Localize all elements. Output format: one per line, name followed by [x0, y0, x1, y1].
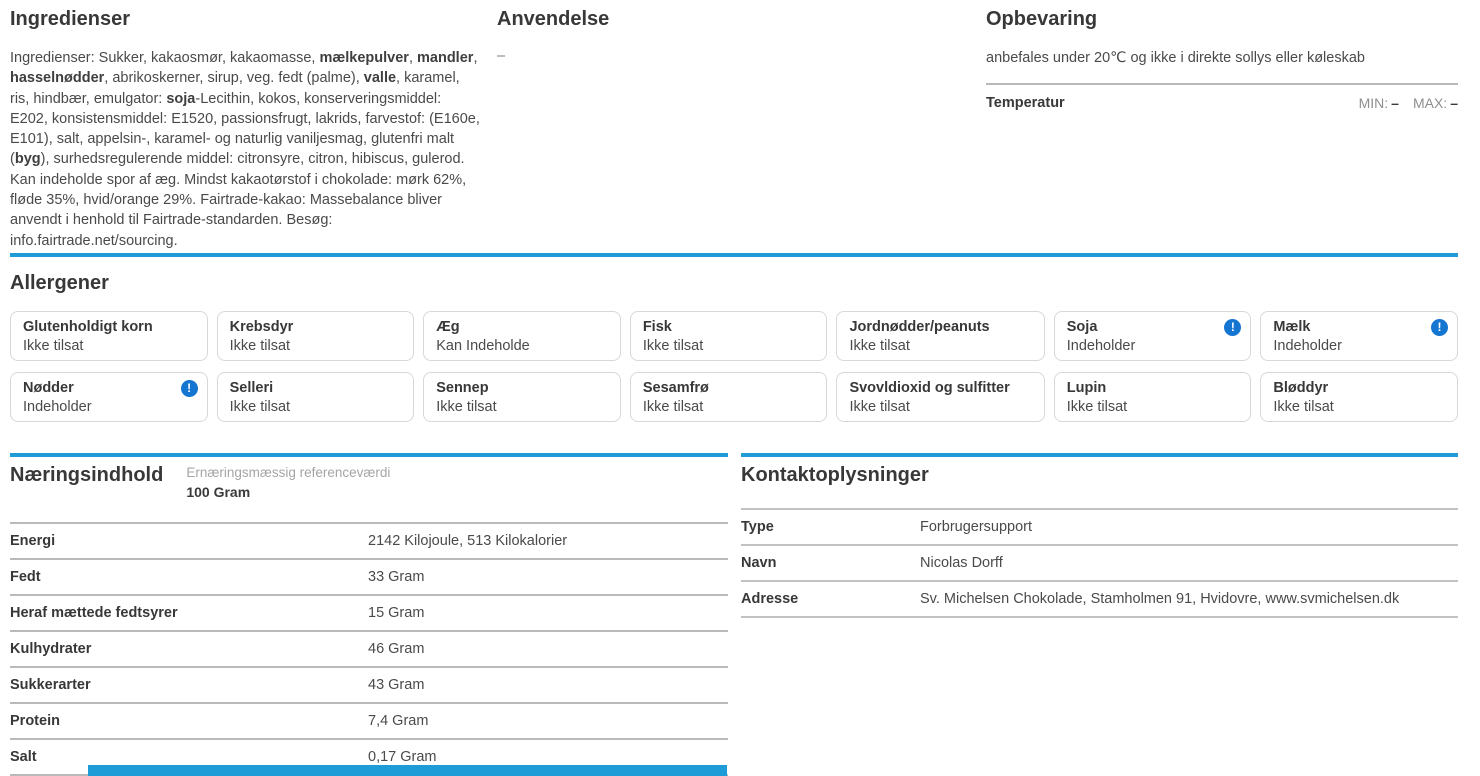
contact-row-label: Navn: [741, 555, 777, 571]
allergen-status: Indeholder: [23, 399, 92, 415]
contact-row-label: Adresse: [741, 591, 799, 607]
nutrition-row: [10, 702, 728, 738]
allergen-name: Sesamfrø: [642, 380, 709, 396]
allergen-name: Æg: [436, 319, 460, 335]
allergen-name: Fisk: [642, 319, 672, 335]
nutrition-reference-value: 100 Gram: [186, 484, 251, 500]
nutrition-row-label: Heraf mættede fedtsyrer: [10, 605, 178, 621]
temperature-max-value: –: [1450, 95, 1458, 112]
nutrition-row-value: 43 Gram: [368, 677, 425, 693]
nutrition-table: [10, 522, 728, 776]
allergen-card: [1054, 311, 1252, 361]
allergen-card: [630, 311, 828, 361]
storage-description: anbefales under 20℃ og ikke i direkte sollys eller køleskab: [986, 50, 1365, 66]
allergen-status: Indeholder: [1273, 338, 1342, 354]
allergen-name: Glutenholdigt korn: [23, 319, 153, 335]
allergen-status: Indeholder: [1066, 338, 1136, 354]
nutrition-row-value: 7,4 Gram: [368, 713, 429, 729]
contact-row: [741, 508, 1458, 544]
contact-row-value: Nicolas Dorff: [920, 555, 1003, 571]
allergen-name: Bløddyr: [1273, 380, 1329, 396]
allergens-section: [10, 264, 1458, 422]
allergen-card: [1260, 372, 1458, 422]
allergen-card: [217, 372, 415, 422]
nutrition-row-label: Kulhydrater: [10, 641, 92, 657]
nutrition-row-label: Fedt: [10, 569, 41, 585]
contact-row-value: Forbrugersupport: [920, 519, 1033, 535]
allergens-title: Allergener: [10, 272, 109, 294]
nutrition-row-label: Energi: [10, 533, 56, 549]
ingredients-section: [10, 0, 480, 251]
allergen-card: [217, 311, 415, 361]
allergen-card: [836, 372, 1044, 422]
nutrition-reference: [186, 462, 390, 501]
alert-icon[interactable]: !: [1431, 319, 1448, 336]
ingredients-title: Ingredienser: [10, 8, 131, 30]
alert-icon[interactable]: !: [1224, 319, 1241, 336]
allergen-name: Svovldioxid og sulfitter: [849, 380, 1010, 396]
contact-row-value: Sv. Michelsen Chokolade, Stamholmen 91, Hvidovre, www.svmichelsen.dk: [920, 591, 1400, 607]
nutrition-row: [10, 630, 728, 666]
nutrition-row: [10, 558, 728, 594]
allergen-status: Ikke tilsat: [1273, 399, 1334, 415]
nutrition-row-value: 2142 Kilojoule, 513 Kilokalorier: [368, 533, 568, 549]
ingredients-text: Ingredienser: Sukker, kakaosmør, kakaomasse, mælkepulver, mandler, hasselnødder, abrikoskerner, sirup, veg. fedt (palme), valle, karamel, ris, hindbær, emulgator: soja-Lecithin, kokos, konserveringsmiddel: E202, konsistensmiddel: E1520, passionsfrugt, lakrids, farvestof: (E160e, E101), salt, appelsin-, karamel- og naturlig vaniljesmag, glutenfri malt (byg), surhedsregulerende middel: citronsyre, citron, hibiscus, gulerod. Kan indeholde spor af æg. Mindst kakaotørstof i chokolade: mørk 62%, fløde 35%, hvid/orange 29%. Fairtrade-kakao: Massebalance bliver anvendt i henhold til Fairtrade-standarden. Besøg: info.fairtrade.net/sourcing.: [10, 50, 480, 249]
allergen-name: Jordnødder/peanuts: [849, 319, 990, 335]
allergen-card: [10, 372, 208, 422]
temperature-min-value: –: [1391, 95, 1399, 112]
nutrition-section: [10, 453, 728, 776]
temperature-max-label: MAX:: [1412, 95, 1448, 112]
nutrition-header: [10, 462, 728, 501]
allergen-status: Ikke tilsat: [849, 399, 910, 415]
allergen-name: Sennep: [436, 380, 489, 396]
temperature-minmax: [1359, 95, 1458, 111]
allergen-card: [836, 311, 1044, 361]
contact-section: [741, 453, 1458, 618]
usage-value: –: [497, 48, 506, 64]
allergen-card: [630, 372, 828, 422]
allergen-card: [1260, 311, 1458, 361]
contact-row: [741, 580, 1458, 616]
nutrition-row-value: 46 Gram: [368, 641, 425, 657]
allergen-status: Ikke tilsat: [1066, 399, 1128, 415]
nutrition-row: [10, 522, 728, 558]
allergen-status: Ikke tilsat: [436, 399, 497, 415]
nutrition-row: [10, 594, 728, 630]
nutrition-title: Næringsindhold: [10, 464, 164, 486]
nutrition-row-label: Protein: [10, 713, 60, 729]
allergens-accent-line: [10, 253, 1458, 257]
usage-title: Anvendelse: [497, 8, 610, 30]
nutrition-row-label: Sukkerarter: [10, 677, 91, 693]
allergen-name: Mælk: [1273, 319, 1311, 335]
contact-table: [741, 508, 1458, 618]
allergen-status: Ikke tilsat: [642, 399, 704, 415]
storage-title: Opbevaring: [986, 8, 1098, 30]
temperature-row: [986, 85, 1458, 121]
allergen-name: Selleri: [229, 380, 274, 396]
temperature-label: Temperatur: [986, 95, 1065, 112]
allergen-status: Ikke tilsat: [642, 338, 704, 354]
allergen-status: Ikke tilsat: [849, 338, 910, 354]
allergen-card: [1054, 372, 1252, 422]
contact-row-label: Type: [741, 519, 774, 535]
nutrition-row-value: 33 Gram: [368, 569, 425, 585]
temperature-min-label: MIN:: [1358, 95, 1389, 112]
nutrition-row-value: 0,17 Gram: [368, 749, 437, 765]
allergen-status: Ikke tilsat: [229, 399, 291, 415]
allergen-name: Lupin: [1066, 380, 1107, 396]
allergen-grid: [10, 311, 1458, 422]
nutrition-row-value: 15 Gram: [368, 605, 425, 621]
nutrition-reference-label: Ernæringsmæssig referenceværdi: [186, 465, 391, 480]
nutrition-row: [10, 666, 728, 702]
allergen-name: Nødder: [23, 380, 74, 396]
allergen-status: Kan Indeholde: [436, 338, 530, 354]
storage-section: [986, 0, 1458, 121]
allergen-status: Ikke tilsat: [229, 338, 291, 354]
bottom-accent-bar: [88, 765, 727, 776]
allergen-card: [10, 311, 208, 361]
allergen-status: Ikke tilsat: [23, 338, 84, 354]
allergen-card: [423, 311, 621, 361]
contact-title: Kontaktoplysninger: [741, 464, 929, 486]
allergen-name: Krebsdyr: [229, 319, 294, 335]
usage-section: [497, 0, 957, 64]
nutrition-row-label: Salt: [10, 749, 37, 765]
alert-icon[interactable]: !: [181, 380, 198, 397]
allergen-card: [423, 372, 621, 422]
contact-row: [741, 544, 1458, 580]
allergen-name: Soja: [1066, 319, 1098, 335]
